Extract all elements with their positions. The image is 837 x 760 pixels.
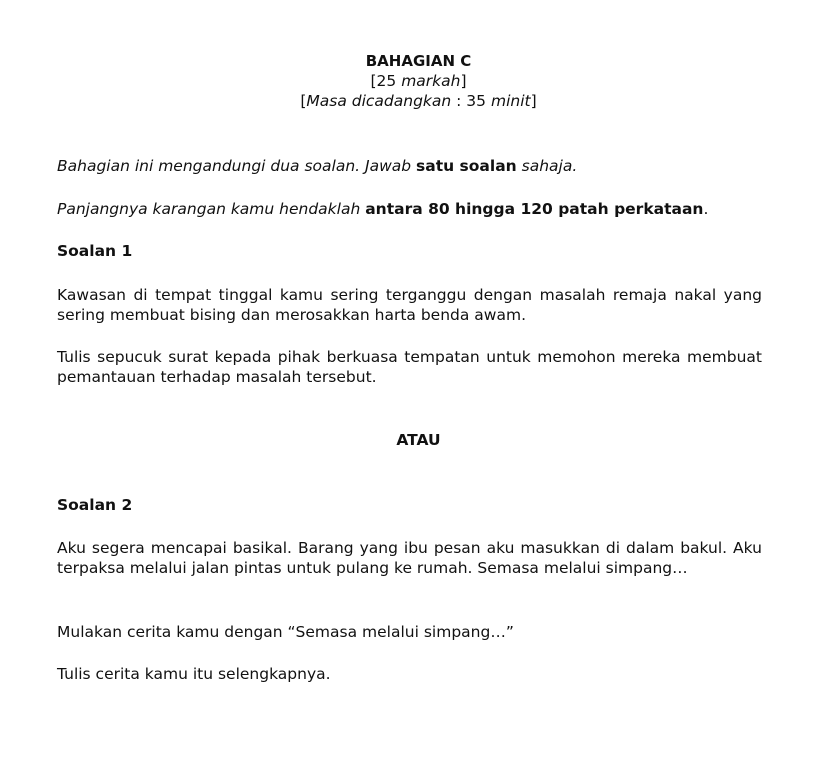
- instruction-1-text-a: Bahagian ini mengandungi dua soalan. Jawab: [57, 157, 417, 175]
- question-2-paragraph-1: Aku segera mencapai basikal. Barang yang ibu pesan aku masukkan di dalam bakul. Aku terpaksa melalui jalan pintas untuk pulang ke rumah. Semasa melalui simpang…: [57, 539, 762, 577]
- question-2-paragraph-3: Tulis cerita kamu itu selengkapnya.: [57, 665, 331, 683]
- instruction-1-text-b: sahaja.: [516, 157, 578, 175]
- instruction-2-bold: antara 80 hingga 120 patah perkataan: [365, 200, 704, 218]
- marks-open-bracket: [: [370, 72, 377, 90]
- marks-number: 25: [376, 72, 402, 90]
- time-unit: minit: [490, 92, 531, 110]
- instruction-line-2: [57, 199, 762, 219]
- instruction-1-bold: satu soalan: [416, 157, 517, 175]
- section-header: [0, 51, 837, 111]
- separator-atau: ATAU: [396, 431, 441, 449]
- time-close-bracket: ]: [530, 92, 537, 110]
- time-open-bracket: [: [300, 92, 307, 110]
- question-2-paragraph-2: Mulakan cerita kamu dengan “Semasa melalui simpang…”: [57, 623, 514, 641]
- question-1-heading: Soalan 1: [57, 242, 133, 260]
- marks-word: markah: [401, 72, 461, 90]
- section-title: BAHAGIAN C: [365, 52, 472, 70]
- question-1-paragraph-2: Tulis sepucuk surat kepada pihak berkuasa tempatan untuk memohon mereka membuat pemantauan terhadap masalah tersebut.: [57, 348, 762, 386]
- time-label: Masa dicadangkan: [306, 92, 452, 110]
- marks-line: [0, 71, 837, 91]
- time-value: : 35: [451, 92, 491, 110]
- marks-close-bracket: ]: [460, 72, 467, 90]
- instruction-2-text-b: .: [703, 200, 709, 218]
- question-1-paragraph-1: Kawasan di tempat tinggal kamu sering terganggu dengan masalah remaja nakal yang sering membuat bising dan merosakkan harta benda awam.: [57, 286, 762, 324]
- instruction-line-1: [57, 156, 762, 176]
- question-2-heading: Soalan 2: [57, 496, 133, 514]
- time-line: [0, 91, 837, 111]
- instruction-2-text-a: Panjangnya karangan kamu hendaklah: [57, 200, 366, 218]
